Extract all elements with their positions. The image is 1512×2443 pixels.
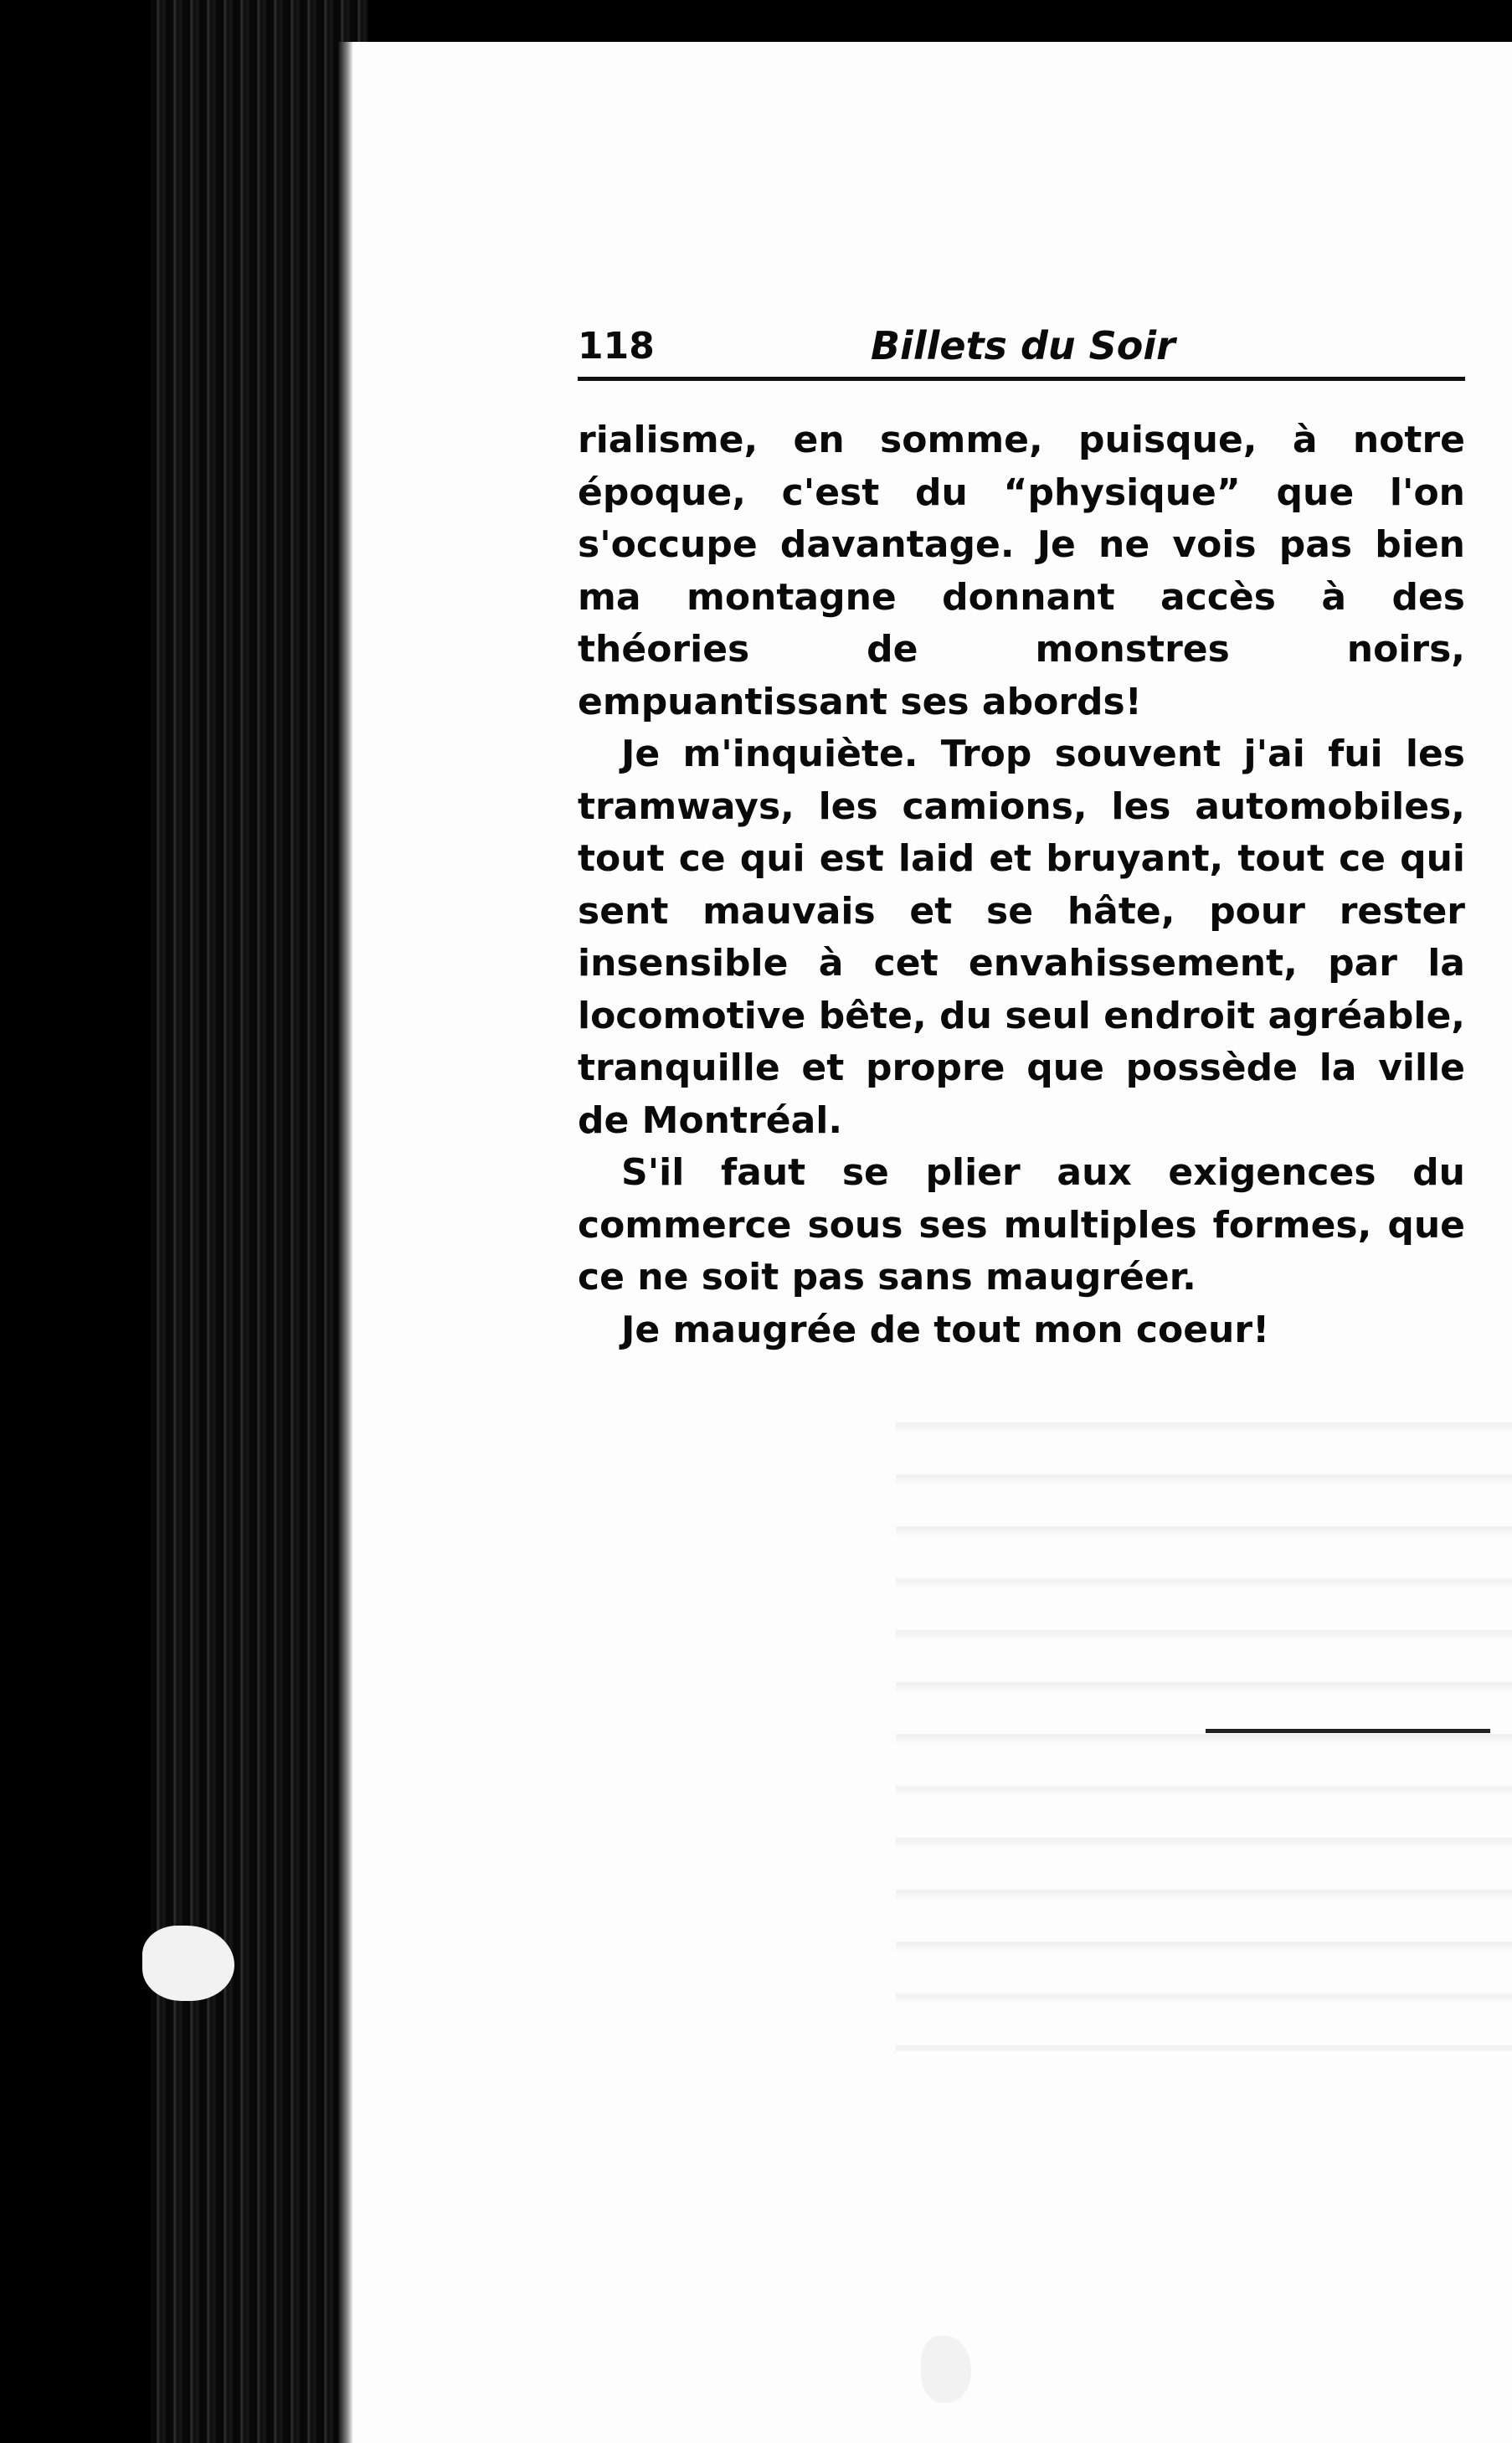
section-end-rule — [1206, 1729, 1490, 1733]
scan-blot — [921, 2336, 971, 2403]
paragraph: S'il faut se plier aux exigences du commerce sous ses multiples formes, que ce ne soit pas sans maugréer. — [578, 1151, 1465, 1299]
book-title: Billets du Soir — [871, 323, 1175, 368]
book-page-edges — [151, 0, 368, 2443]
page-content — [578, 310, 1465, 1356]
bleed-through-text — [896, 1381, 1512, 2051]
paragraph: Je m'inquiète. Trop souvent j'ai fui les tramways, les camions, les automobiles, tout ce qui est laid et bruyant, tout ce qui sent mauvais et se hâte, pour rester insensible à cet envahissement, par la locomotive bête, du seul endroit agréable, tranquille et propre que possède la ville de Montréal. — [578, 733, 1465, 1142]
running-head — [578, 310, 1465, 381]
page-number: 118 — [578, 325, 655, 368]
book-page — [343, 42, 1512, 2443]
scan-blot — [142, 1926, 234, 2001]
paragraph: Je maugrée de tout mon coeur! — [621, 1308, 1270, 1351]
paragraph: rialisme, en somme, puisque, à notre époque, c'est du “physique” que l'on s'occupe davantage. Je ne vois pas bien ma montagne donnant accès à des théories de monstres noirs, empuantissant ses abords! — [578, 419, 1465, 723]
body-text — [578, 414, 1465, 1356]
